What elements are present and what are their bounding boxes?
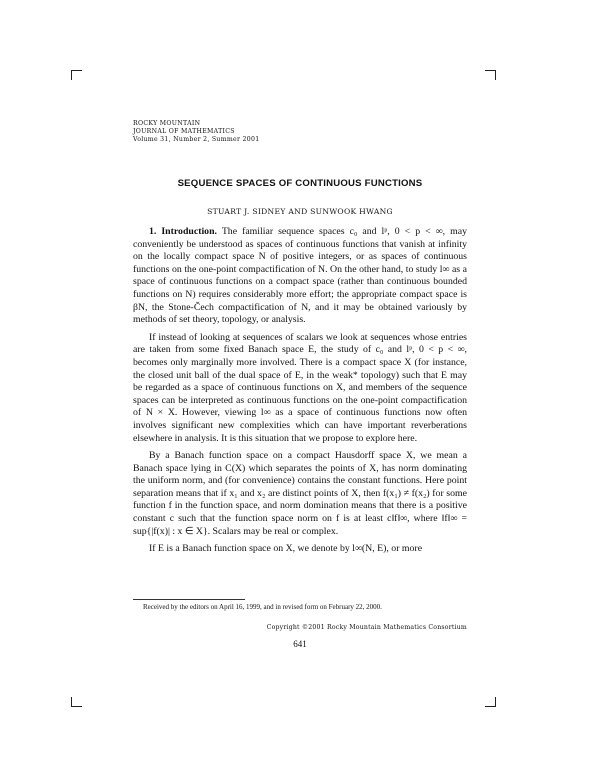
journal-header [133, 120, 259, 144]
crop-mark-top-left [71, 70, 82, 71]
section-heading: 1. Introduction. [149, 226, 217, 237]
footnote-rule [133, 599, 245, 600]
journal-name-line2: JOURNAL OF MATHEMATICS [133, 128, 235, 135]
paragraph-text: The familiar sequence spaces c₀ and lᵖ, 0 < p < ∞, may conveniently be understood as spaces of continuous functions that vanish at infinity on the locally compact space N of positive integers, or as spaces of continuous functions on the one-point compactification of N. On the other hand, to study l∞ as a space of continuous functions on a compact space (rather than continuous bounded functions on N) requires considerably more effort; the appropriate compact space is βN, the Stone-Čech compactification of N, and it may be obtained variously by methods of set theory, topology, or analysis. [133, 226, 467, 326]
paragraph: If E is a Banach function space on X, we denote by l∞(N, E), or more [149, 543, 423, 555]
paper-authors: STUART J. SIDNEY AND SUNWOOK HWANG [207, 207, 393, 216]
journal-name-line1: ROCKY MOUNTAIN [133, 120, 201, 127]
crop-mark-top-right [485, 70, 496, 71]
crop-mark-top-right [495, 70, 496, 80]
paper-title: SEQUENCE SPACES OF CONTINUOUS FUNCTIONS [177, 178, 423, 189]
paragraph: By a Banach function space on a compact Hausdorff space X, we mean a Banach space lying in C(X) which separates the points of X, has norm dominating the uniform norm, and (for convenience) contains the constant functions. Here point separation means that if x₁ and x₂ are distinct points of X, then f(x₁) ≠ f(x₂) for some function f in the function space, and norm domination means that there is a positive constant c such that the function space norm on f is at least c‖f‖∞, where ‖f‖∞ = sup{|f(x)| : x ∈ X}. Scalars may be real or complex. [133, 450, 467, 537]
footnote: Received by the editors on April 16, 1999, and in revised form on February 22, 2000. [143, 603, 382, 611]
paragraph: If instead of looking at sequences of scalars we look at sequences whose entries are taken from some fixed Banach space E, the study of c₀ and lᵖ, 0 < p < ∞, becomes only marginally more involved. There is a compact space X (for instance, the closed unit ball of the dual space of E, in the weak* topology) such that E may be regarded as a space of continuous functions on X, and members of the sequence spaces can be interpreted as continuous functions on the one-point compactification of N × X. However, viewing l∞ as a space of continuous functions now often involves significant new complexities which can have important reverberations elsewhere in analysis. It is this situation that we propose to explore here. [133, 331, 467, 444]
crop-mark-bottom-right [485, 706, 496, 707]
copyright-notice: Copyright ©2001 Rocky Mountain Mathematics Consortium [266, 624, 467, 631]
paper-body [133, 226, 467, 561]
crop-mark-top-left [71, 70, 72, 80]
crop-mark-bottom-left [71, 706, 82, 707]
paragraph [133, 226, 467, 327]
journal-volume: Volume 31, Number 2, Summer 2001 [133, 136, 260, 143]
page-number: 641 [293, 639, 307, 649]
